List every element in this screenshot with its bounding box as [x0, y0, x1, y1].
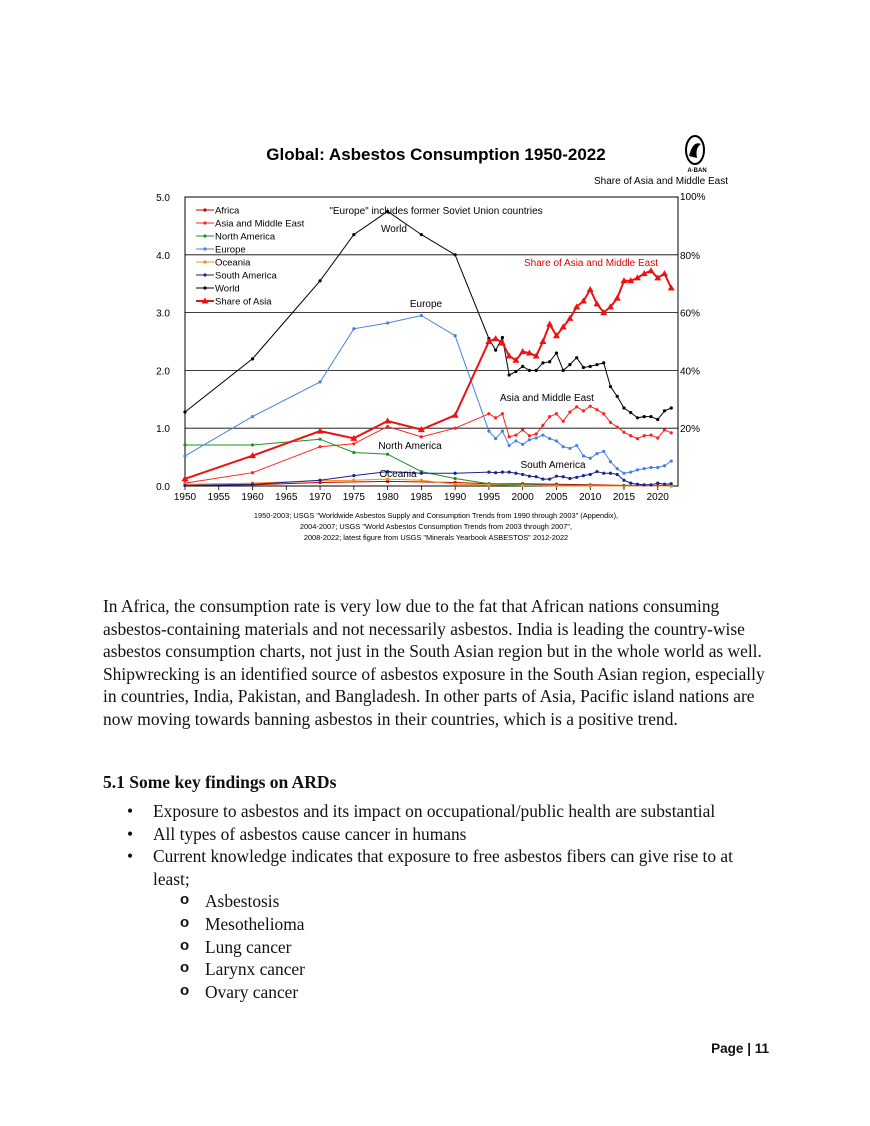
- section-heading: 5.1 Some key findings on ARDs: [103, 772, 337, 792]
- data-point: [589, 405, 592, 408]
- data-point: [352, 327, 355, 330]
- data-point: [670, 406, 673, 409]
- data-point: [251, 357, 254, 360]
- data-point: [616, 395, 619, 398]
- data-point: [535, 432, 538, 435]
- data-point: [318, 380, 321, 383]
- x-tick-label: 1975: [342, 492, 365, 503]
- series-label: Europe: [409, 299, 443, 310]
- data-point: [568, 410, 571, 413]
- data-point: [386, 453, 389, 456]
- source-note: 2004-2007; USGS "World Asbestos Consumption Trends from 2003 through 2007",: [299, 522, 573, 531]
- data-point: [622, 431, 625, 434]
- data-point: [663, 409, 666, 412]
- data-point: [663, 464, 666, 467]
- legend-marker: [203, 260, 206, 263]
- data-point: [609, 472, 612, 475]
- list-item: • Exposure to asbestos and its impact on occupational/public health are substantial: [103, 800, 771, 823]
- data-point: [555, 484, 558, 487]
- share-label: Share of Asia and Middle East: [524, 258, 658, 269]
- data-point: [663, 483, 666, 486]
- data-point: [501, 412, 504, 415]
- data-point: [661, 270, 668, 276]
- data-point: [454, 253, 457, 256]
- data-point: [589, 473, 592, 476]
- data-point: [609, 385, 612, 388]
- data-point: [352, 474, 355, 477]
- data-point: [492, 335, 499, 341]
- sub-list-item: o Larynx cancer: [153, 958, 771, 981]
- data-point: [541, 361, 544, 364]
- data-point: [454, 477, 457, 480]
- x-tick-label: 1985: [410, 492, 433, 503]
- data-point: [587, 286, 594, 292]
- legend-entry: North America: [215, 231, 276, 243]
- data-point: [494, 349, 497, 352]
- data-point: [616, 473, 619, 476]
- legend-marker: [203, 208, 206, 211]
- right-axis-title: Share of Asia and Middle East: [594, 176, 728, 187]
- data-point: [494, 471, 497, 474]
- data-point: [595, 470, 598, 473]
- series-label: North America: [378, 441, 442, 452]
- data-point: [616, 467, 619, 470]
- data-point: [420, 314, 423, 317]
- data-point: [546, 321, 553, 327]
- data-point: [575, 405, 578, 408]
- sub-list-item: o Ovary cancer: [153, 981, 771, 1004]
- data-point: [602, 472, 605, 475]
- data-point: [454, 483, 457, 486]
- data-point: [514, 439, 517, 442]
- data-point: [539, 338, 546, 344]
- x-tick-label: 2000: [511, 492, 534, 503]
- data-point: [183, 410, 186, 413]
- data-point: [541, 424, 544, 427]
- page-footer: [711, 1041, 769, 1056]
- data-point: [251, 483, 254, 486]
- x-tick-label: 1995: [477, 492, 501, 503]
- data-point: [386, 425, 389, 428]
- legend-marker: [203, 221, 206, 224]
- x-tick-label: 1990: [444, 492, 467, 503]
- data-point: [602, 450, 605, 453]
- data-point: [649, 415, 652, 418]
- data-point: [521, 473, 524, 476]
- data-point: [420, 472, 423, 475]
- data-point: [352, 451, 355, 454]
- data-point: [636, 468, 639, 471]
- data-point: [595, 363, 598, 366]
- data-point: [568, 477, 571, 480]
- logo-text: A-BAN: [687, 168, 707, 174]
- data-point: [528, 438, 531, 441]
- y-tick-label: 1.0: [156, 424, 170, 436]
- x-tick-label: 2015: [612, 492, 636, 503]
- y-tick-label: 2.0: [156, 366, 170, 378]
- data-point: [622, 406, 625, 409]
- data-point: [251, 443, 254, 446]
- data-point: [514, 370, 517, 373]
- y2-tick-label: 80%: [680, 250, 701, 262]
- data-point: [494, 416, 497, 419]
- data-point: [575, 356, 578, 359]
- sub-list-item: o Mesothelioma: [153, 913, 771, 936]
- data-point: [487, 483, 490, 486]
- data-point: [508, 471, 511, 474]
- legend-entry: Share of Asia: [215, 296, 272, 308]
- data-point: [643, 415, 646, 418]
- data-point: [384, 417, 391, 423]
- data-point: [528, 434, 531, 437]
- data-point: [609, 421, 612, 424]
- data-point: [575, 444, 578, 447]
- data-point: [622, 479, 625, 482]
- legend-marker: [203, 286, 206, 289]
- y-tick-label: 0.0: [156, 482, 170, 493]
- data-point: [636, 483, 639, 486]
- data-point: [555, 412, 558, 415]
- data-point: [183, 484, 186, 487]
- data-point: [582, 454, 585, 457]
- data-point: [494, 437, 497, 440]
- data-point: [593, 300, 600, 306]
- source-note: 2008-2022; latest figure from USGS "Minerals Yearbook ASBESTOS" 2012-2022: [303, 533, 569, 542]
- data-point: [589, 457, 592, 460]
- x-tick-label: 1950: [173, 492, 197, 503]
- key-findings-list: [103, 800, 771, 1003]
- legend-entry: Asia and Middle East: [215, 218, 305, 230]
- data-point: [629, 434, 632, 437]
- data-point: [521, 365, 524, 368]
- data-point: [318, 479, 321, 482]
- x-tick-label: 1960: [241, 492, 264, 503]
- x-tick-label: 1970: [308, 492, 332, 503]
- page-number: 11: [754, 1041, 769, 1056]
- data-point: [643, 483, 646, 486]
- list-item: [103, 845, 771, 1003]
- data-point: [656, 436, 659, 439]
- data-point: [555, 351, 558, 354]
- data-point: [614, 295, 621, 301]
- data-point: [670, 482, 673, 485]
- y2-tick-label: 60%: [680, 308, 701, 320]
- data-point: [514, 472, 517, 475]
- data-point: [535, 475, 538, 478]
- data-point: [595, 408, 598, 411]
- data-point: [506, 352, 513, 358]
- data-point: [251, 471, 254, 474]
- data-point: [521, 443, 524, 446]
- disease-sublist: [153, 890, 771, 1003]
- data-point: [562, 445, 565, 448]
- data-point: [582, 474, 585, 477]
- data-point: [548, 477, 551, 480]
- data-point: [535, 436, 538, 439]
- y-tick-label: 3.0: [156, 308, 170, 320]
- data-point: [629, 411, 632, 414]
- list-item-text: Current knowledge indicates that exposure to free asbestos fibers can give rise to at least;: [153, 846, 733, 889]
- data-point: [541, 477, 544, 480]
- data-point: [508, 435, 511, 438]
- data-point: [568, 363, 571, 366]
- data-point: [183, 454, 186, 457]
- data-point: [668, 285, 675, 291]
- list-item: • All types of asbestos cause cancer in humans: [103, 823, 771, 846]
- data-point: [454, 334, 457, 337]
- x-tick-label: 1955: [207, 492, 230, 503]
- data-point: [454, 427, 457, 430]
- y2-tick-label: 40%: [680, 366, 701, 378]
- sub-list-item: o Asbestosis: [153, 890, 771, 913]
- data-point: [616, 425, 619, 428]
- series-label: South America: [520, 460, 586, 471]
- data-point: [251, 415, 254, 418]
- data-point: [501, 429, 504, 432]
- chart-title: Global: Asbestos Consumption 1950-2022: [266, 145, 606, 164]
- series-label: World: [381, 224, 407, 235]
- legend-entry: World: [215, 283, 240, 295]
- x-tick-label: 2020: [646, 492, 669, 503]
- data-point: [514, 434, 517, 437]
- data-point: [555, 475, 558, 478]
- legend-marker: [203, 234, 206, 237]
- asbestos-consumption-chart: [148, 128, 738, 548]
- data-point: [541, 434, 544, 437]
- data-point: [508, 373, 511, 376]
- y-tick-label: 5.0: [156, 193, 170, 204]
- series-line-world: [185, 211, 671, 419]
- data-point: [649, 434, 652, 437]
- data-point: [548, 437, 551, 440]
- data-point: [352, 233, 355, 236]
- data-point: [629, 482, 632, 485]
- data-point: [649, 466, 652, 469]
- legend-entry: Europe: [215, 244, 246, 256]
- data-point: [487, 429, 490, 432]
- x-tick-label: 1980: [376, 492, 399, 503]
- data-point: [521, 428, 524, 431]
- data-point: [568, 447, 571, 450]
- data-point: [508, 444, 511, 447]
- data-point: [487, 412, 490, 415]
- x-tick-label: 2010: [579, 492, 602, 503]
- data-point: [318, 445, 321, 448]
- data-point: [454, 472, 457, 475]
- y2-tick-label: 20%: [680, 424, 701, 436]
- data-point: [656, 466, 659, 469]
- data-point: [555, 439, 558, 442]
- page-label: Page |: [711, 1041, 755, 1056]
- data-point: [183, 443, 186, 446]
- data-point: [575, 476, 578, 479]
- data-point: [636, 437, 639, 440]
- data-point: [562, 369, 565, 372]
- data-point: [562, 475, 565, 478]
- data-point: [622, 472, 625, 475]
- data-point: [582, 366, 585, 369]
- x-tick-label: 1965: [275, 492, 298, 503]
- sub-list-item: o Lung cancer: [153, 936, 771, 959]
- data-point: [528, 369, 531, 372]
- legend-entry: Africa: [215, 205, 240, 217]
- data-point: [643, 467, 646, 470]
- series-label: Oceania: [379, 469, 417, 480]
- legend-entry: Oceania: [215, 257, 251, 269]
- data-point: [352, 442, 355, 445]
- data-point: [589, 484, 592, 487]
- data-point: [420, 479, 423, 482]
- data-point: [528, 475, 531, 478]
- data-point: [519, 348, 526, 354]
- paragraph-text: In Africa, the consumption rate is very low due to the fat that African nations consuming asbestos-containing materials and not necessarily asbestos. India is leading the country-wise asbestos consumption charts, not just in the South Asian region but in the whole world as well. Shipwrecking is an identified source of asbestos exposure in the South Asian region, especially in countries, India, Pakistan, and Bangladesh. In other parts of Asia, Pacific island nations are now moving towards banning asbestos in their countries, which is a positive trend.: [103, 596, 765, 729]
- data-point: [602, 412, 605, 415]
- chart-note: "Europe" includes former Soviet Union countries: [329, 206, 543, 217]
- data-point: [318, 438, 321, 441]
- data-point: [535, 369, 538, 372]
- legend-entry: South America: [215, 270, 277, 282]
- data-point: [420, 233, 423, 236]
- data-point: [386, 321, 389, 324]
- data-point: [501, 471, 504, 474]
- data-point: [670, 460, 673, 463]
- x-tick-label: 2005: [545, 492, 568, 503]
- data-point: [636, 416, 639, 419]
- y-tick-label: 4.0: [156, 250, 170, 262]
- data-point: [562, 420, 565, 423]
- legend-marker: [203, 273, 206, 276]
- data-point: [318, 279, 321, 282]
- data-point: [670, 431, 673, 434]
- legend-marker: [203, 247, 206, 250]
- data-point: [609, 460, 612, 463]
- data-point: [656, 418, 659, 421]
- data-point: [589, 365, 592, 368]
- data-point: [643, 434, 646, 437]
- data-point: [548, 415, 551, 418]
- data-point: [548, 360, 551, 363]
- data-point: [420, 435, 423, 438]
- data-point: [663, 428, 666, 431]
- data-point: [521, 484, 524, 487]
- source-note: 1950-2003; USGS "Worldwide Asbestos Supply and Consumption Trends from 1990 through 2003" (Appendix),: [253, 511, 619, 520]
- logo-figure-icon: [689, 143, 701, 158]
- y2-tick-label: 100%: [680, 192, 706, 203]
- data-point: [629, 471, 632, 474]
- series-label: Asia and Middle East: [500, 393, 594, 404]
- data-point: [501, 336, 504, 339]
- data-point: [452, 412, 459, 418]
- data-point: [656, 482, 659, 485]
- data-point: [649, 483, 652, 486]
- body-paragraph: [103, 595, 771, 731]
- data-point: [602, 361, 605, 364]
- data-point: [487, 471, 490, 474]
- data-point: [352, 479, 355, 482]
- data-point: [595, 452, 598, 455]
- data-point: [582, 409, 585, 412]
